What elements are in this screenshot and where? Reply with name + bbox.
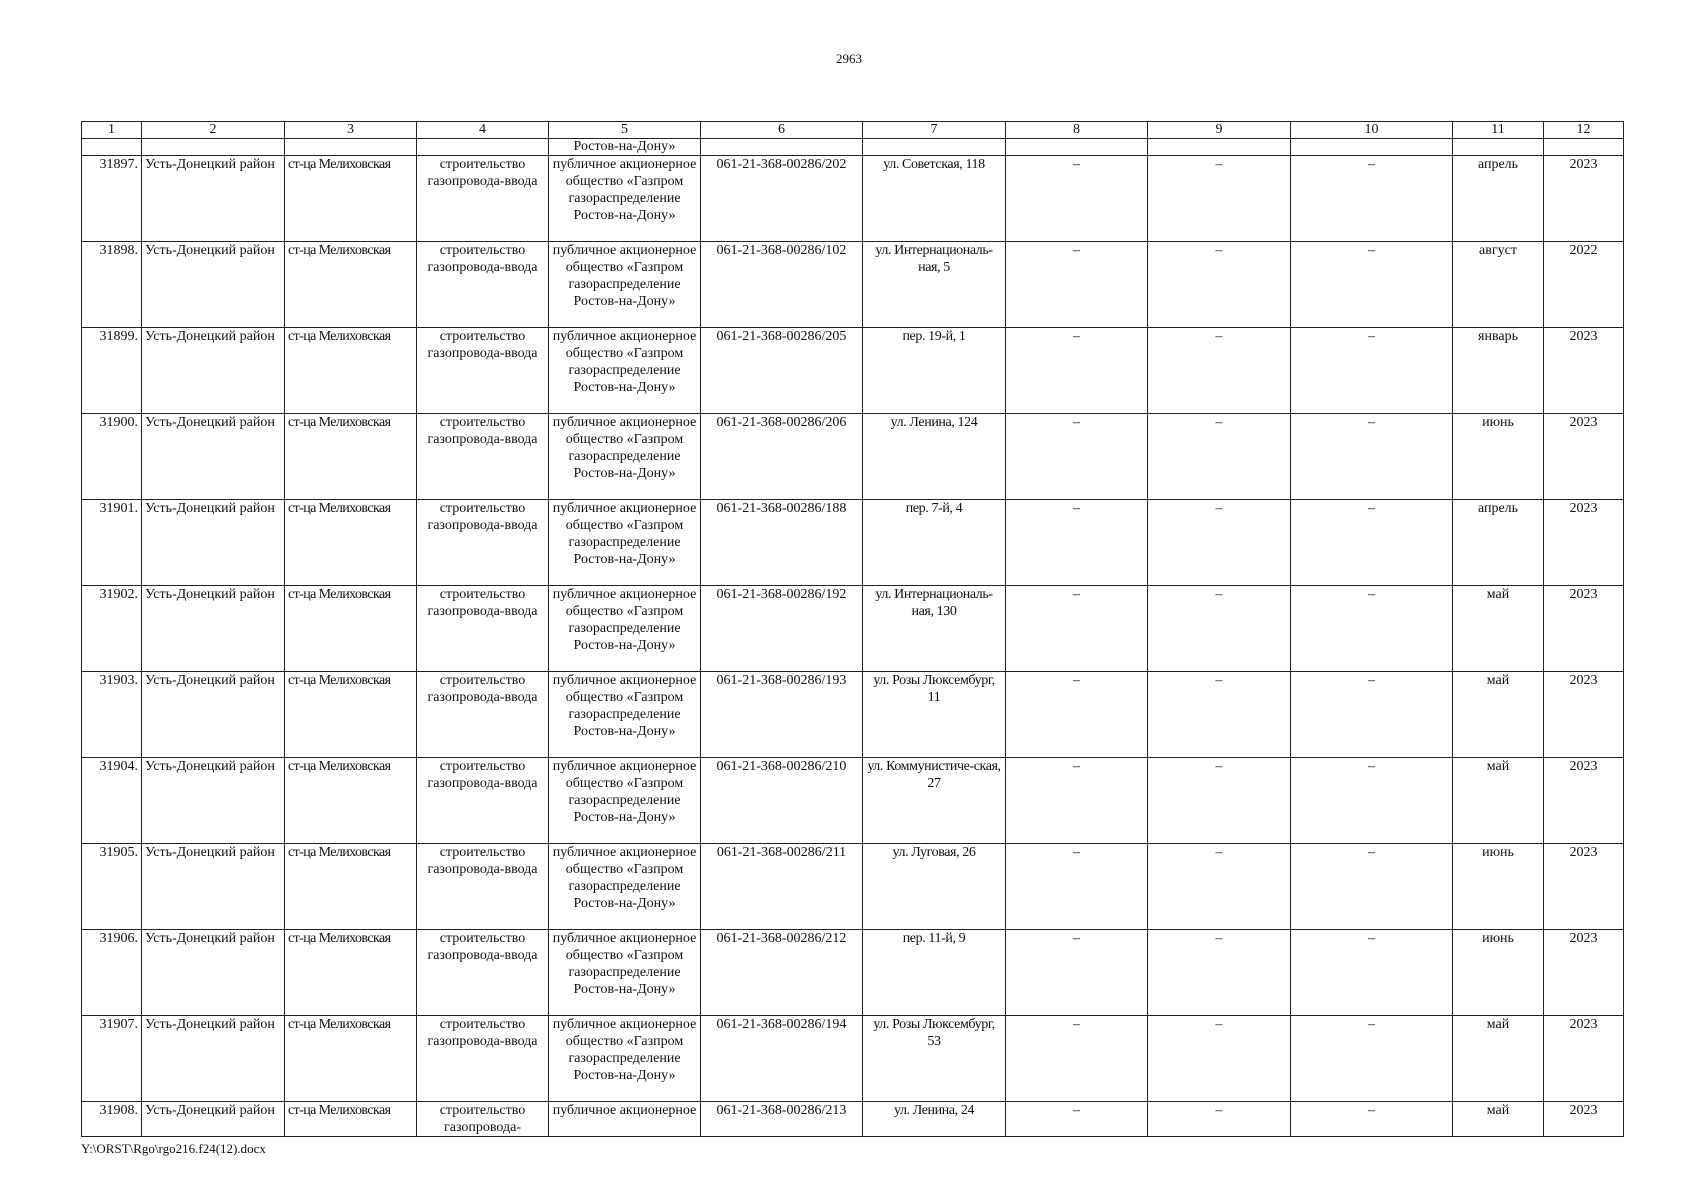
column-9-cell: – <box>1148 672 1291 758</box>
organization-cell: публичное акционерное общество «Газпром газораспределение Ростов-на-Дону» <box>549 930 701 1016</box>
settlement-cell: ст-ца Мелиховская <box>285 672 417 758</box>
column-10-cell: – <box>1291 758 1453 844</box>
table-row <box>82 844 1624 930</box>
column-8-cell: – <box>1006 1016 1148 1102</box>
month-cell: май <box>1453 672 1544 758</box>
cell <box>1453 139 1544 156</box>
code-cell: 061-21-368-00286/213 <box>701 1102 863 1137</box>
code-cell: 061-21-368-00286/102 <box>701 242 863 328</box>
column-header: 10 <box>1291 122 1453 139</box>
column-9-cell: – <box>1148 242 1291 328</box>
row-number-cell: 31906. <box>82 930 142 1016</box>
row-number-cell: 31908. <box>82 1102 142 1137</box>
column-10-cell: – <box>1291 672 1453 758</box>
address-cell: ул. Луговая, 26 <box>863 844 1006 930</box>
organization-cell: публичное акционерное общество «Газпром газораспределение Ростов-на-Дону» <box>549 500 701 586</box>
month-cell: апрель <box>1453 500 1544 586</box>
column-8-cell: – <box>1006 414 1148 500</box>
column-header: 8 <box>1006 122 1148 139</box>
month-cell: июнь <box>1453 414 1544 500</box>
code-cell: 061-21-368-00286/193 <box>701 672 863 758</box>
month-cell: май <box>1453 758 1544 844</box>
cell <box>417 139 549 156</box>
organization-cell: публичное акционерное общество «Газпром газораспределение Ростов-на-Дону» <box>549 586 701 672</box>
settlement-cell: ст-ца Мелиховская <box>285 156 417 242</box>
work-type-cell: строительство газопровода-ввода <box>417 758 549 844</box>
settlement-cell: ст-ца Мелиховская <box>285 242 417 328</box>
work-type-cell: строительство газопровода-ввода <box>417 328 549 414</box>
continuation-row <box>82 139 1624 156</box>
organization-cell: публичное акционерное общество «Газпром газораспределение Ростов-на-Дону» <box>549 242 701 328</box>
column-8-cell: – <box>1006 586 1148 672</box>
address-cell: ул. Ленина, 124 <box>863 414 1006 500</box>
column-9-cell: – <box>1148 758 1291 844</box>
cell <box>701 139 863 156</box>
organization-cell: публичное акционерное общество «Газпром газораспределение Ростов-на-Дону» <box>549 672 701 758</box>
table-row <box>82 328 1624 414</box>
settlement-cell: ст-ца Мелиховская <box>285 758 417 844</box>
address-cell: пер. 19-й, 1 <box>863 328 1006 414</box>
year-cell: 2023 <box>1544 500 1624 586</box>
code-cell: 061-21-368-00286/212 <box>701 930 863 1016</box>
column-9-cell: – <box>1148 930 1291 1016</box>
column-header-row <box>82 122 1624 139</box>
row-number-cell: 31904. <box>82 758 142 844</box>
work-type-cell: строительство газопровода-ввода <box>417 930 549 1016</box>
address-cell: пер. 11-й, 9 <box>863 930 1006 1016</box>
column-9-cell: – <box>1148 328 1291 414</box>
cell <box>863 139 1006 156</box>
organization-cell: публичное акционерное общество «Газпром газораспределение Ростов-на-Дону» <box>549 758 701 844</box>
year-cell: 2023 <box>1544 1102 1624 1137</box>
district-cell: Усть-Донецкий район <box>142 844 285 930</box>
table-row <box>82 500 1624 586</box>
column-8-cell: – <box>1006 672 1148 758</box>
page-number: 2963 <box>836 51 862 66</box>
month-cell: июнь <box>1453 844 1544 930</box>
column-10-cell: – <box>1291 930 1453 1016</box>
month-cell: май <box>1453 1016 1544 1102</box>
address-cell: ул. Советская, 118 <box>863 156 1006 242</box>
code-cell: 061-21-368-00286/205 <box>701 328 863 414</box>
code-cell: 061-21-368-00286/192 <box>701 586 863 672</box>
column-header: 2 <box>142 122 285 139</box>
organization-cell: публичное акционерное общество «Газпром газораспределение Ростов-на-Дону» <box>549 844 701 930</box>
cell <box>1291 139 1453 156</box>
column-8-cell: – <box>1006 156 1148 242</box>
continuation-cell: Ростов-на-Дону» <box>549 139 701 156</box>
work-type-cell: строительство газопровода-ввода <box>417 414 549 500</box>
column-10-cell: – <box>1291 242 1453 328</box>
work-type-cell: строительство газопровода-ввода <box>417 242 549 328</box>
column-header: 3 <box>285 122 417 139</box>
district-cell: Усть-Донецкий район <box>142 1016 285 1102</box>
column-header: 7 <box>863 122 1006 139</box>
month-cell: январь <box>1453 328 1544 414</box>
year-cell: 2023 <box>1544 758 1624 844</box>
year-cell: 2023 <box>1544 930 1624 1016</box>
district-cell: Усть-Донецкий район <box>142 586 285 672</box>
work-type-cell: строительство газопровода-ввода <box>417 1016 549 1102</box>
document-table <box>81 121 1624 1137</box>
column-header: 6 <box>701 122 863 139</box>
column-10-cell: – <box>1291 328 1453 414</box>
organization-cell: публичное акционерное <box>549 1102 701 1137</box>
column-header: 9 <box>1148 122 1291 139</box>
column-8-cell: – <box>1006 328 1148 414</box>
address-cell: ул. Ленина, 24 <box>863 1102 1006 1137</box>
table-row <box>82 672 1624 758</box>
code-cell: 061-21-368-00286/210 <box>701 758 863 844</box>
row-number-cell: 31902. <box>82 586 142 672</box>
work-type-cell: строительство газопровода-ввода <box>417 672 549 758</box>
organization-cell: публичное акционерное общество «Газпром газораспределение Ростов-на-Дону» <box>549 414 701 500</box>
year-cell: 2023 <box>1544 156 1624 242</box>
district-cell: Усть-Донецкий район <box>142 500 285 586</box>
settlement-cell: ст-ца Мелиховская <box>285 930 417 1016</box>
address-cell: ул. Интернациональ-ная, 5 <box>863 242 1006 328</box>
district-cell: Усть-Донецкий район <box>142 156 285 242</box>
column-10-cell: – <box>1291 414 1453 500</box>
settlement-cell: ст-ца Мелиховская <box>285 1016 417 1102</box>
code-cell: 061-21-368-00286/206 <box>701 414 863 500</box>
year-cell: 2023 <box>1544 1016 1624 1102</box>
column-10-cell: – <box>1291 1016 1453 1102</box>
settlement-cell: ст-ца Мелиховская <box>285 414 417 500</box>
column-10-cell: – <box>1291 586 1453 672</box>
settlement-cell: ст-ца Мелиховская <box>285 1102 417 1137</box>
table-row <box>82 156 1624 242</box>
year-cell: 2022 <box>1544 242 1624 328</box>
column-8-cell: – <box>1006 930 1148 1016</box>
column-header: 11 <box>1453 122 1544 139</box>
year-cell: 2023 <box>1544 328 1624 414</box>
code-cell: 061-21-368-00286/188 <box>701 500 863 586</box>
district-cell: Усть-Донецкий район <box>142 242 285 328</box>
row-number-cell: 31898. <box>82 242 142 328</box>
month-cell: август <box>1453 242 1544 328</box>
district-cell: Усть-Донецкий район <box>142 930 285 1016</box>
row-number-cell: 31900. <box>82 414 142 500</box>
column-9-cell: – <box>1148 586 1291 672</box>
address-cell: ул. Коммунистиче-ская, 27 <box>863 758 1006 844</box>
column-8-cell: – <box>1006 844 1148 930</box>
column-8-cell: – <box>1006 758 1148 844</box>
cell <box>142 139 285 156</box>
organization-cell: публичное акционерное общество «Газпром газораспределение Ростов-на-Дону» <box>549 1016 701 1102</box>
work-type-cell: строительство газопровода-ввода <box>417 156 549 242</box>
table-row <box>82 242 1624 328</box>
footer-file-path: Y:\ORST\Rgo\rgo216.f24(12).docx <box>81 1141 266 1156</box>
year-cell: 2023 <box>1544 844 1624 930</box>
column-9-cell: – <box>1148 500 1291 586</box>
cell <box>1544 139 1624 156</box>
column-10-cell: – <box>1291 156 1453 242</box>
year-cell: 2023 <box>1544 586 1624 672</box>
month-cell: апрель <box>1453 156 1544 242</box>
column-8-cell: – <box>1006 1102 1148 1137</box>
district-cell: Усть-Донецкий район <box>142 758 285 844</box>
cell <box>1148 139 1291 156</box>
address-cell: ул. Розы Люксембург, 11 <box>863 672 1006 758</box>
row-number-cell: 31901. <box>82 500 142 586</box>
month-cell: май <box>1453 586 1544 672</box>
column-9-cell: – <box>1148 844 1291 930</box>
district-cell: Усть-Донецкий район <box>142 414 285 500</box>
year-cell: 2023 <box>1544 672 1624 758</box>
district-cell: Усть-Донецкий район <box>142 672 285 758</box>
year-cell: 2023 <box>1544 414 1624 500</box>
row-number-cell: 31907. <box>82 1016 142 1102</box>
cell <box>82 139 142 156</box>
table-row <box>82 1102 1624 1137</box>
column-header: 4 <box>417 122 549 139</box>
settlement-cell: ст-ца Мелиховская <box>285 328 417 414</box>
cell <box>285 139 417 156</box>
address-cell: пер. 7-й, 4 <box>863 500 1006 586</box>
code-cell: 061-21-368-00286/202 <box>701 156 863 242</box>
work-type-cell: строительство газопровода- <box>417 1102 549 1137</box>
column-8-cell: – <box>1006 242 1148 328</box>
settlement-cell: ст-ца Мелиховская <box>285 500 417 586</box>
work-type-cell: строительство газопровода-ввода <box>417 500 549 586</box>
district-cell: Усть-Донецкий район <box>142 328 285 414</box>
month-cell: май <box>1453 1102 1544 1137</box>
table-row <box>82 414 1624 500</box>
organization-cell: публичное акционерное общество «Газпром газораспределение Ростов-на-Дону» <box>549 156 701 242</box>
code-cell: 061-21-368-00286/211 <box>701 844 863 930</box>
work-type-cell: строительство газопровода-ввода <box>417 844 549 930</box>
row-number-cell: 31905. <box>82 844 142 930</box>
cell <box>1006 139 1148 156</box>
column-8-cell: – <box>1006 500 1148 586</box>
table-row <box>82 758 1624 844</box>
column-header: 12 <box>1544 122 1624 139</box>
month-cell: июнь <box>1453 930 1544 1016</box>
table-row <box>82 930 1624 1016</box>
row-number-cell: 31903. <box>82 672 142 758</box>
table-row <box>82 586 1624 672</box>
column-9-cell: – <box>1148 156 1291 242</box>
column-header: 5 <box>549 122 701 139</box>
address-cell: ул. Интернациональ-ная, 130 <box>863 586 1006 672</box>
code-cell: 061-21-368-00286/194 <box>701 1016 863 1102</box>
settlement-cell: ст-ца Мелиховская <box>285 844 417 930</box>
address-cell: ул. Розы Люксембург, 53 <box>863 1016 1006 1102</box>
district-cell: Усть-Донецкий район <box>142 1102 285 1137</box>
settlement-cell: ст-ца Мелиховская <box>285 586 417 672</box>
column-9-cell: – <box>1148 1016 1291 1102</box>
column-9-cell: – <box>1148 414 1291 500</box>
column-10-cell: – <box>1291 1102 1453 1137</box>
row-number-cell: 31897. <box>82 156 142 242</box>
table-row <box>82 1016 1624 1102</box>
column-9-cell: – <box>1148 1102 1291 1137</box>
organization-cell: публичное акционерное общество «Газпром газораспределение Ростов-на-Дону» <box>549 328 701 414</box>
work-type-cell: строительство газопровода-ввода <box>417 586 549 672</box>
column-10-cell: – <box>1291 500 1453 586</box>
column-10-cell: – <box>1291 844 1453 930</box>
row-number-cell: 31899. <box>82 328 142 414</box>
column-header: 1 <box>82 122 142 139</box>
